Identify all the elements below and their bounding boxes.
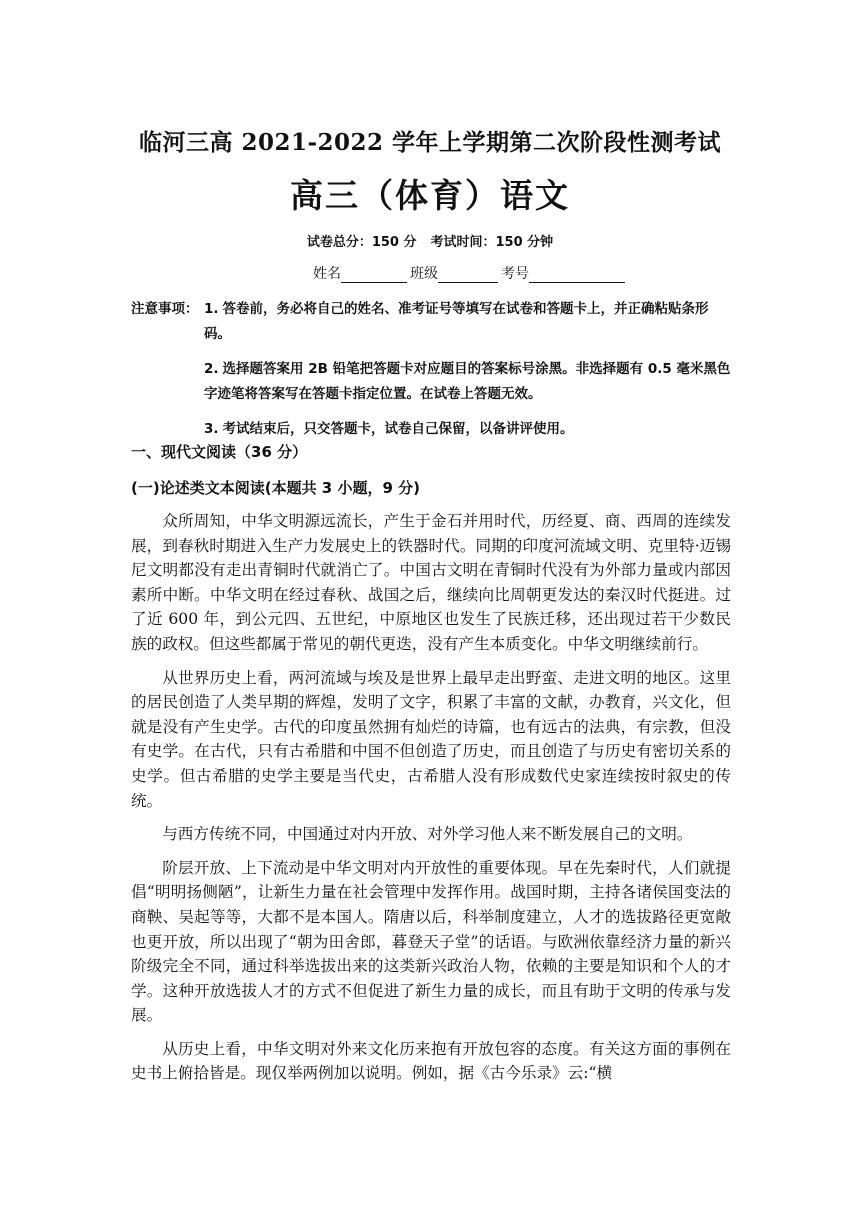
passage-paragraph: 阶层开放、上下流动是中华文明对内开放性的重要体现。早在先秦时代，人们就提倡“明明扬侧陋”，让新生力量在社会管理中发挥作用。战国时期，主持各诸侯国变法的商鞅、吴起等等，大都不是本国人。隋唐以后，科举制度建立，人才的选拔路径更宽敞也更开放，所以出现了“朝为田舍郎，暮登天子堂”的话语。与欧洲依靠经济力量的新兴阶级完全不同，通过科举选拔出来的这类新兴政治人物，依赖的主要是知识和个人的才学。这种开放选拔人才的方式不但促进了新生力量的成长，而且有助于文明的传承与发展。 <box>131 858 731 1025</box>
exam-time: 考试时间：150 分钟 <box>430 235 554 250</box>
note-item <box>131 357 731 407</box>
note-number: 3. <box>204 421 219 437</box>
passage-paragraph: 众所周知，中华文明源远流长，产生于金石并用时代，历经夏、商、西周的连续发展，到春秋时期进入生产力发展史上的铁器时代。同期的印度河流域文明、克里特·迈锡尼文明都没有走出青铜时代就消亡了。中国古文明在青铜时代没有为外部力量或内部因素所中断。中华文明在经过春秋、战国之后，继续向比周朝更发达的秦汉时代挺进。过了近 600 年，到公元四、五世纪，中原地区也发生了民族迁移，还出现过若干少数民族的政权。但这些都属于常见的朝代更迭，没有产生本质变化。中华文明继续前行。 <box>131 512 731 653</box>
name-label: 姓名 <box>313 266 341 282</box>
note-text: 考试结束后，只交答题卡，试卷自己保留，以备讲评使用。 <box>222 421 574 437</box>
notes-label: 注意事项： <box>131 301 199 317</box>
section-heading: 一、现代文阅读（36 分） <box>131 443 308 461</box>
reading-passage <box>131 509 731 1095</box>
note-item <box>131 297 731 347</box>
class-blank[interactable] <box>438 266 498 283</box>
exam-meta <box>0 231 860 250</box>
passage-paragraph: 从历史上看，中华文明对外来文化历来抱有开放包容的态度。有关这方面的事例在史书上俯拾皆是。现仅举两例加以说明。例如，据《古今乐录》云:“横 <box>131 1039 731 1083</box>
total-score: 试卷总分：150 分 <box>306 235 417 250</box>
exam-title: 临河三高 2021-2022 学年上学期第二次阶段性测考试 <box>138 129 722 156</box>
note-item <box>131 417 731 442</box>
student-fields <box>313 263 628 283</box>
note-number: 1. <box>204 301 219 317</box>
number-blank[interactable] <box>529 266 625 283</box>
name-blank[interactable] <box>341 266 407 283</box>
number-label: 考号 <box>501 266 529 282</box>
passage-paragraph: 从世界历史上看，两河流域与埃及是世界上最早走出野蛮、走进文明的地区。这里的居民创造了人类早期的辉煌，发明了文字，积累了丰富的文献，办教育，兴文化，但就是没有产生史学。古代的印度虽然拥有灿烂的诗篇，也有远古的法典，有宗教，但没有史学。在古代，只有古希腊和中国不但创造了历史，而且创造了与历史有密切关系的史学。但古希腊的史学主要是当代史，古希腊人没有形成数代史家连续按时叙史的传统。 <box>131 668 731 810</box>
note-text: 选择题答案用 2B 铅笔把答题卡对应题目的答案标号涂黑。非选择题有 0.5 毫米黑色字迹笔将答案写在答题卡指定位置。在试卷上答题无效。 <box>204 361 731 402</box>
note-number: 2. <box>204 361 219 377</box>
passage-paragraph: 与西方传统不同，中国通过对内开放、对外学习他人来不断发展自己的文明。 <box>162 825 693 844</box>
class-label: 班级 <box>410 266 438 282</box>
section-subheading: (一)论述类文本阅读(本题共 3 小题，9 分) <box>131 479 420 497</box>
notes-section <box>131 297 731 452</box>
exam-subtitle: 高三（体育）语文 <box>290 176 570 215</box>
note-text: 答卷前，务必将自己的姓名、准考证号等填写在试卷和答题卡上，并正确粘贴条形码。 <box>204 301 709 342</box>
